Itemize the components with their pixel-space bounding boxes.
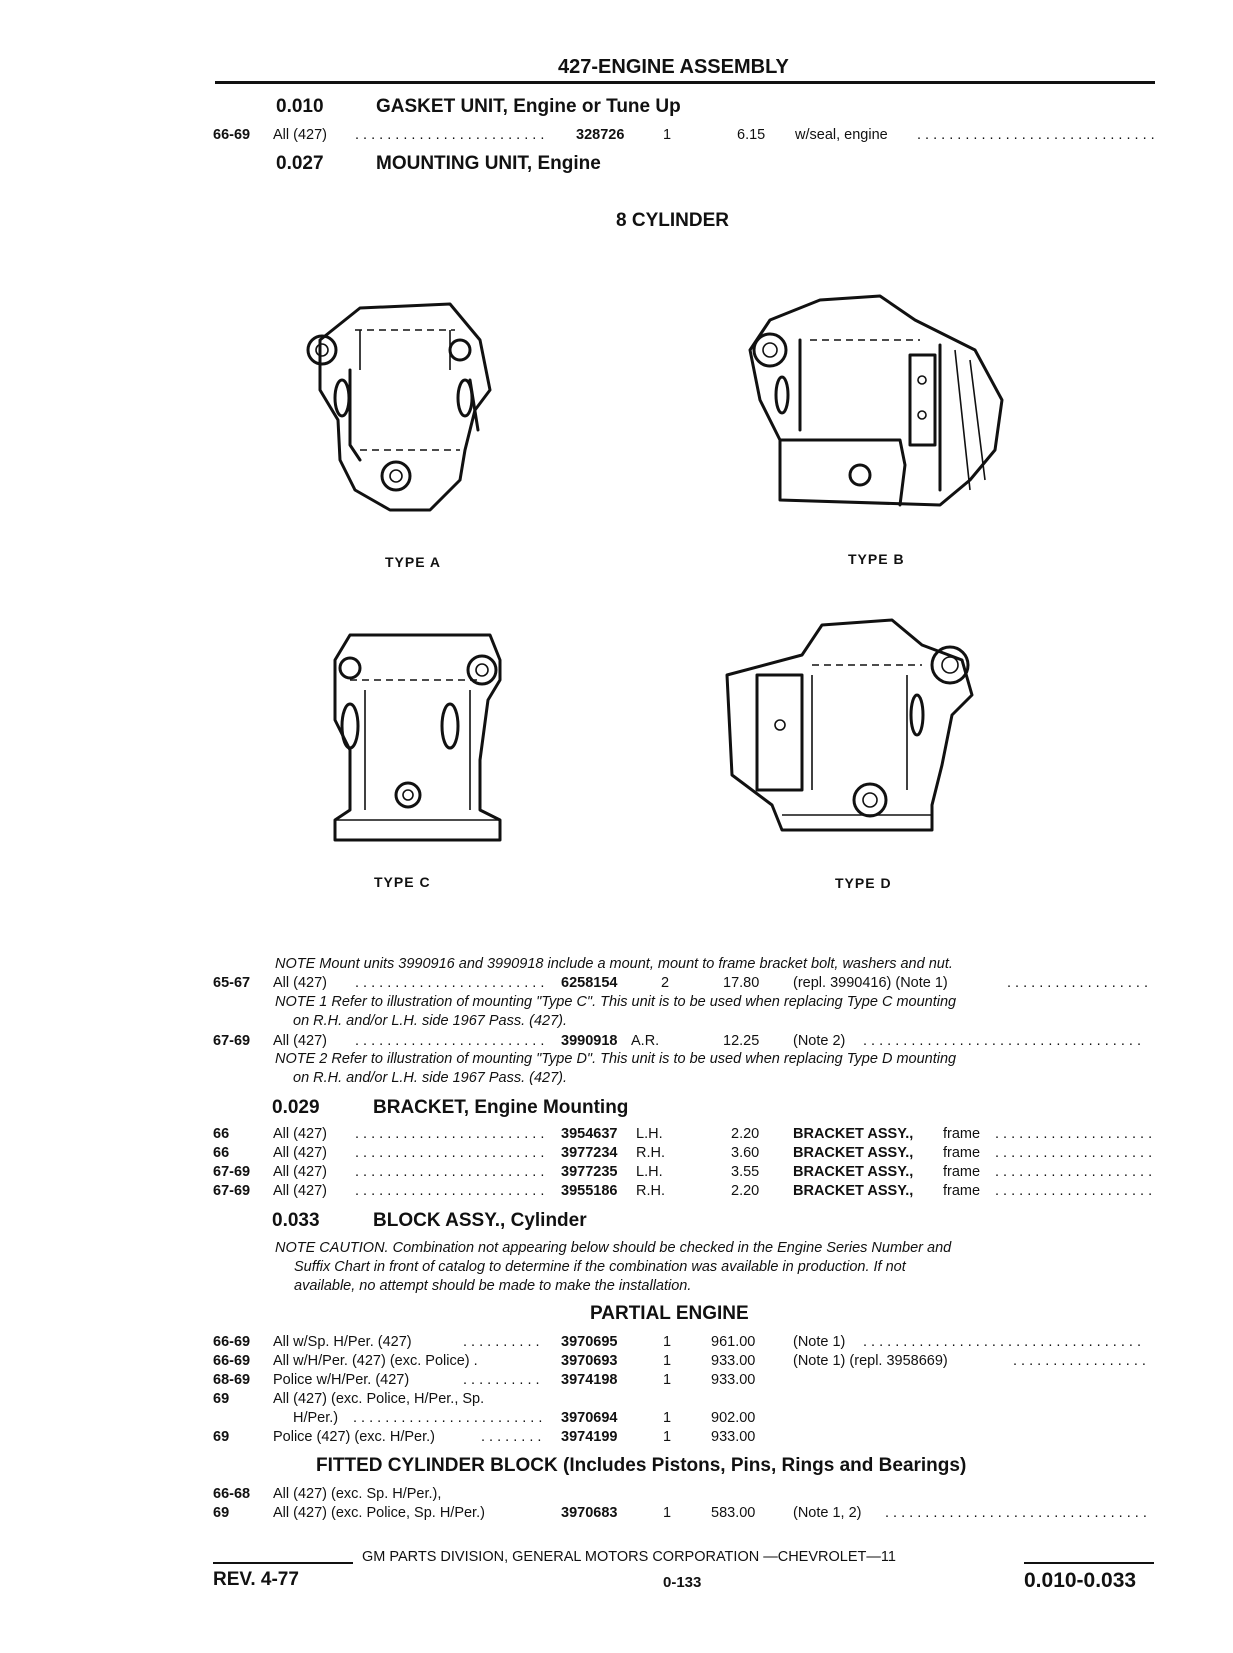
- table-row: [213, 1504, 1158, 1523]
- part-number: 3970683: [561, 1505, 618, 1521]
- price: 3.55: [731, 1164, 760, 1180]
- mount-type-c-illustration: [330, 630, 510, 845]
- price: 933.00: [711, 1372, 756, 1388]
- application: All (427): [273, 1126, 327, 1142]
- table-row: [213, 1409, 1158, 1428]
- quantity: 1: [663, 1429, 672, 1445]
- application: All w/Sp. H/Per. (427): [273, 1334, 412, 1350]
- note-main: NOTE Mount units 3990916 and 3990918 include a mount, mount to frame bracket bolt, washers and nut.: [275, 956, 953, 972]
- leader-dots: . . . . . . . . . . . . . . . . . . . . . . . .: [355, 1126, 545, 1142]
- table-row: [213, 1428, 1158, 1447]
- leader-dots: . . . . . . . . . . . . . . . . . . . . . . . .: [355, 1164, 545, 1180]
- year-range: 67-69: [213, 1164, 251, 1180]
- year-range: 69: [213, 1505, 230, 1521]
- part-number: 3990918: [561, 1033, 618, 1049]
- price: 2.20: [731, 1183, 760, 1199]
- application: All (427): [273, 1164, 327, 1180]
- leader-dots: . . . . . . . . . . . . . . . . . . . . . . . .: [355, 1033, 545, 1049]
- section-title-block-assy: BLOCK ASSY., Cylinder: [373, 1210, 587, 1231]
- footer-page-number: 0-133: [663, 1574, 702, 1591]
- leader-dots: . . . . . . . . . . . . . . . . . . . . . . . .: [355, 975, 545, 991]
- footer-division: GM PARTS DIVISION, GENERAL MOTORS CORPORATION —CHEVROLET—11: [362, 1549, 896, 1565]
- leader-dots: . . . . . . . . . . . . . . . . . . . . . . . . . . . . . . . . . . .: [863, 1033, 1141, 1049]
- part-number: 3974198: [561, 1372, 618, 1388]
- part-number: 3970694: [561, 1410, 618, 1426]
- note-1-cont: on R.H. and/or L.H. side 1967 Pass. (427).: [293, 1013, 568, 1029]
- part-number: 3977235: [561, 1164, 618, 1180]
- remark-bold: BRACKET ASSY.,: [793, 1145, 914, 1161]
- remark: frame: [943, 1183, 981, 1199]
- part-number: 3977234: [561, 1145, 618, 1161]
- price: 3.60: [731, 1145, 760, 1161]
- table-row: [213, 126, 1158, 145]
- table-row: [213, 1390, 1158, 1409]
- caution-note: NOTE CAUTION. Combination not appearing below should be checked in the Engine Series Number and: [275, 1240, 952, 1256]
- application: All (427): [273, 975, 327, 991]
- section-number-0010: 0.010: [276, 96, 324, 117]
- price: 933.00: [711, 1353, 756, 1369]
- table-row: [213, 1485, 1158, 1504]
- leader-dots: . . . . . . . . . . . . . . . . . . . . . . . . . . . . . . . . . . .: [863, 1334, 1141, 1350]
- year-range: 66-68: [213, 1486, 251, 1502]
- price: 961.00: [711, 1334, 756, 1350]
- part-number: 3970695: [561, 1334, 618, 1350]
- table-row: [213, 1371, 1158, 1390]
- leader-dots: . . . . . . . . . .: [463, 1372, 540, 1388]
- year-range: 66-69: [213, 1334, 251, 1350]
- type-c-label: TYPE C: [374, 874, 431, 890]
- leader-dots: . . . . . . . . . . . . . . . . . . . . . . . .: [353, 1410, 543, 1426]
- remark-bold: BRACKET ASSY.,: [793, 1126, 914, 1142]
- leader-dots: . . . . . . . . . . . . . . . . . . . .: [995, 1145, 1153, 1161]
- quantity: 1: [663, 127, 672, 143]
- remark: (Note 1) (repl. 3958669): [793, 1353, 948, 1369]
- quantity: 1: [663, 1372, 672, 1388]
- quantity: 2: [661, 975, 670, 991]
- footer-rule-left: [213, 1562, 353, 1564]
- type-b-label: TYPE B: [848, 551, 905, 567]
- side: L.H.: [636, 1164, 663, 1180]
- footer-rev: REV. 4-77: [213, 1569, 299, 1590]
- remark: frame: [943, 1164, 981, 1180]
- section-title-gasket-unit: GASKET UNIT, Engine or Tune Up: [376, 96, 681, 117]
- side: R.H.: [636, 1183, 665, 1199]
- application: All (427) (exc. Police, Sp. H/Per.): [273, 1505, 485, 1521]
- leader-dots: . . . . . . . . . . . . . . . . . . . . . . . .: [355, 127, 545, 143]
- side: R.H.: [636, 1145, 665, 1161]
- application: All (427) (exc. Sp. H/Per.),: [273, 1486, 442, 1502]
- application: Police w/H/Per. (427): [273, 1372, 410, 1388]
- mount-type-a-illustration: [300, 300, 530, 530]
- year-range: 66: [213, 1126, 230, 1142]
- year-range: 66-69: [213, 127, 251, 143]
- table-row: [213, 1144, 1158, 1163]
- table-row: [213, 1032, 1158, 1051]
- footer-section-range: 0.010-0.033: [1024, 1569, 1137, 1592]
- caution-note-cont: available, no attempt should be made to make the installation.: [294, 1278, 692, 1294]
- type-a-label: TYPE A: [385, 554, 442, 570]
- quantity: 1: [663, 1505, 672, 1521]
- leader-dots: . . . . . . . . . . . . . . . . . . . .: [995, 1126, 1153, 1142]
- sub-header-fitted-cylinder-block: FITTED CYLINDER BLOCK (Includes Pistons, Pins, Rings and Bearings): [316, 1455, 967, 1476]
- mount-type-d-illustration: [722, 615, 982, 845]
- remark: frame: [943, 1145, 981, 1161]
- price: 2.20: [731, 1126, 760, 1142]
- side: L.H.: [636, 1126, 663, 1142]
- year-range: 69: [213, 1391, 230, 1407]
- quantity: 1: [663, 1334, 672, 1350]
- leader-dots: . . . . . . . . . . . . . . . . .: [1013, 1353, 1146, 1369]
- application: All w/H/Per. (427) (exc. Police) .: [273, 1353, 478, 1369]
- leader-dots: . . . . . . . .: [481, 1429, 542, 1445]
- year-range: 65-67: [213, 975, 251, 991]
- year-range: 66: [213, 1145, 230, 1161]
- note-1: NOTE 1 Refer to illustration of mounting "Type C". This unit is to be used when replacing Type C mounting: [275, 994, 957, 1010]
- remark: w/seal, engine: [795, 127, 888, 143]
- remark: (Note 1): [793, 1334, 846, 1350]
- sub-header-8-cylinder: 8 CYLINDER: [616, 210, 729, 231]
- remark: (Note 2): [793, 1033, 846, 1049]
- leader-dots: . . . . . . . . . . . . . . . . . . . . . . . .: [355, 1145, 545, 1161]
- leader-dots: . . . . . . . . . . . . . . . . . . . . . . . . . . . . . .: [917, 127, 1155, 143]
- year-range: 67-69: [213, 1183, 251, 1199]
- application-cont: H/Per.): [293, 1410, 339, 1426]
- type-d-label: TYPE D: [835, 875, 892, 891]
- quantity: A.R.: [631, 1033, 660, 1049]
- part-number: 3970693: [561, 1353, 618, 1369]
- table-row: [213, 1182, 1158, 1201]
- remark-bold: BRACKET ASSY.,: [793, 1183, 914, 1199]
- price: 933.00: [711, 1429, 756, 1445]
- part-number: 328726: [576, 127, 625, 143]
- remark: (repl. 3990416) (Note 1): [793, 975, 948, 991]
- section-title-bracket: BRACKET, Engine Mounting: [373, 1097, 629, 1118]
- part-number: 3974199: [561, 1429, 618, 1445]
- table-row: [213, 1352, 1158, 1371]
- leader-dots: . . . . . . . . . . . . . . . . . .: [1007, 975, 1148, 991]
- quantity: 1: [663, 1353, 672, 1369]
- leader-dots: . . . . . . . . . . . . . . . . . . . . . . . .: [355, 1183, 545, 1199]
- sub-header-partial-engine: PARTIAL ENGINE: [590, 1303, 749, 1324]
- year-range: 66-69: [213, 1353, 251, 1369]
- year-range: 68-69: [213, 1372, 251, 1388]
- application: All (427): [273, 1145, 327, 1161]
- mount-type-b-illustration: [740, 290, 1010, 520]
- application: All (427) (exc. Police, H/Per., Sp.: [273, 1391, 485, 1407]
- year-range: 67-69: [213, 1033, 251, 1049]
- application: All (427): [273, 127, 327, 143]
- price: 583.00: [711, 1505, 756, 1521]
- price: 12.25: [723, 1033, 760, 1049]
- table-row: [213, 1333, 1158, 1352]
- year-range: 69: [213, 1429, 230, 1445]
- caution-note-cont: Suffix Chart in front of catalog to determine if the combination was available in production. If not: [294, 1259, 906, 1275]
- leader-dots: . . . . . . . . . . . . . . . . . . . .: [995, 1164, 1153, 1180]
- application: All (427): [273, 1183, 327, 1199]
- table-row: [213, 1125, 1158, 1144]
- remark-bold: BRACKET ASSY.,: [793, 1164, 914, 1180]
- quantity: 1: [663, 1410, 672, 1426]
- remark: frame: [943, 1126, 981, 1142]
- footer-rule-right: [1024, 1562, 1154, 1564]
- section-number-0029: 0.029: [272, 1097, 320, 1118]
- price: 902.00: [711, 1410, 756, 1426]
- section-title-mounting-unit: MOUNTING UNIT, Engine: [376, 153, 601, 174]
- note-2: NOTE 2 Refer to illustration of mounting "Type D". This unit is to be used when replacing Type D mounting: [275, 1051, 957, 1067]
- page-title: 427-ENGINE ASSEMBLY: [558, 56, 789, 78]
- price: 6.15: [737, 127, 766, 143]
- price: 17.80: [723, 975, 760, 991]
- part-number: 3955186: [561, 1183, 618, 1199]
- section-number-0033: 0.033: [272, 1210, 320, 1231]
- leader-dots: . . . . . . . . . . . . . . . . . . . .: [995, 1183, 1153, 1199]
- remark: (Note 1, 2): [793, 1505, 862, 1521]
- table-row: [213, 1163, 1158, 1182]
- application: Police (427) (exc. H/Per.): [273, 1429, 435, 1445]
- part-number: 3954637: [561, 1126, 618, 1142]
- table-row: [213, 974, 1158, 993]
- note-2-cont: on R.H. and/or L.H. side 1967 Pass. (427).: [293, 1070, 568, 1086]
- application: All (427): [273, 1033, 327, 1049]
- leader-dots: . . . . . . . . . .: [463, 1334, 540, 1350]
- header-rule: [215, 81, 1155, 84]
- part-number: 6258154: [561, 975, 618, 991]
- section-number-0027: 0.027: [276, 153, 324, 174]
- leader-dots: . . . . . . . . . . . . . . . . . . . . . . . . . . . . . . . . .: [885, 1505, 1147, 1521]
